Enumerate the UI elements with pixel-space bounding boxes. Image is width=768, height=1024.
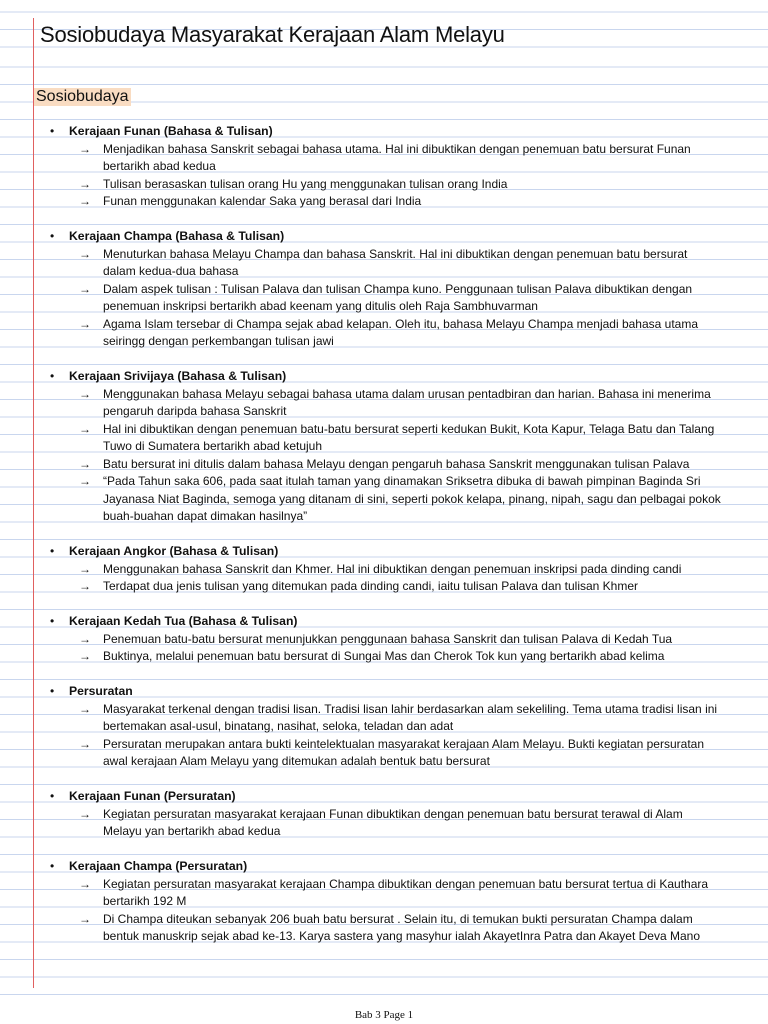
list-item — [0, 281, 768, 316]
list-item — [0, 316, 768, 351]
list-item-text: Funan menggunakan kalendar Saka yang berasal dari India — [103, 194, 422, 208]
list-item — [0, 806, 768, 841]
list-item-text: Penemuan batu-batu bersurat menunjukkan penggunaan bahasa Sanskrit dan tulisan Palava di Kedah Tua — [103, 631, 673, 646]
note-section — [0, 788, 768, 841]
arrow-right-icon: → — [79, 176, 91, 191]
bullet-icon: • — [50, 684, 55, 698]
list-item-text: Kegiatan persuratan masyarakat kerajaan Champa dibuktikan dengan penemuan batu bersurat tertua di Kauthara bertarikh 192 M — [103, 876, 709, 908]
list-item-text: Kegiatan persuratan masyarakat kerajaan Funan dibuktikan dengan penemuan batu bersurat terawal di Alam Melayu yan bertarikh abad kedua — [103, 806, 683, 838]
section-title-text: Persuratan — [69, 684, 133, 698]
bullet-icon: • — [50, 369, 55, 383]
arrow-right-icon: → — [79, 561, 91, 576]
note-section — [0, 858, 768, 946]
arrow-right-icon: → — [79, 421, 91, 436]
list-item — [0, 736, 768, 771]
list-item-text: “Pada Tahun saka 606, pada saat itulah taman yang dinamakan Sriksetra dibuka di bawah pimpinan Baginda Sri Jayanasa Niat Baginda, semoga yang ditanam di sini, seperti pokok kelapa, pinang, nipah, sagu dan pelbagai pokok buah-buahan dapat dimakan hasilnya” — [103, 474, 721, 523]
section-title — [0, 613, 768, 631]
list-item-text: Dalam aspek tulisan : Tulisan Palava dan tulisan Champa kuno. Penggunaan tulisan Palava dibuktikan dengan penemuan inskripsi bertarikh abad keenam yang ditulis oleh Raja Sambhuvarman — [103, 281, 693, 313]
list-item — [0, 456, 768, 474]
list-item-text: Buktinya, melalui penemuan batu bersurat di Sungai Mas dan Cherok Tok kun yang bertarikh abad kelima — [103, 649, 665, 663]
list-item — [0, 631, 768, 649]
bullet-icon: • — [50, 789, 55, 803]
list-item — [0, 701, 768, 736]
bullet-icon: • — [50, 614, 55, 628]
list-item-text: Di Champa diteukan sebanyak 206 buah batu bersurat . Selain itu, di temukan bukti persuratan Champa dalam bentuk manuskrip sejak abad ke-13. Karya sastera yang masyhur ialah AkayetInra Patra dan Akayet Deva Mano — [103, 911, 700, 943]
arrow-right-icon: → — [79, 141, 91, 156]
section-title — [0, 858, 768, 876]
list-item-text: Persuratan merupakan antara bukti keintelektualan masyarakat kerajaan Alam Melayu. Bukti kegiatan persuratan awal kerajaan Alam Melayu yang ditemukan adalah bentuk batu bersurat — [103, 736, 705, 768]
section-title — [0, 228, 768, 246]
arrow-right-icon: → — [79, 386, 91, 401]
section-title-text: Kerajaan Champa (Bahasa & Tulisan) — [69, 229, 285, 243]
note-section — [0, 543, 768, 596]
arrow-right-icon: → — [79, 631, 91, 646]
arrow-right-icon: → — [79, 649, 91, 663]
list-item — [0, 386, 768, 421]
arrow-right-icon: → — [79, 474, 91, 488]
arrow-right-icon: → — [79, 246, 91, 261]
note-section — [0, 123, 768, 211]
arrow-right-icon: → — [79, 701, 91, 716]
list-item — [0, 176, 768, 194]
arrow-right-icon: → — [79, 281, 91, 296]
section-title-text: Kerajaan Kedah Tua (Bahasa & Tulisan) — [69, 614, 298, 628]
bullet-icon: • — [50, 544, 55, 558]
arrow-right-icon: → — [79, 194, 91, 208]
list-item-text: Batu bersurat ini ditulis dalam bahasa Melayu dengan pengaruh bahasa Sanskrit menggunakan tulisan Palava — [103, 456, 690, 471]
page-footer: Bab 3 Page 1 — [354, 1009, 414, 1021]
list-item — [0, 578, 768, 596]
list-item-text: Hal ini dibuktikan dengan penemuan batu-batu bersurat seperti kedukan Bukit, Kota Kapur, Telaga Batu dan Talang Tuwo di Sumatera bertarikh abad ketujuh — [103, 421, 715, 453]
section-title-text: Kerajaan Champa (Persuratan) — [69, 859, 248, 873]
list-item-text: Menggunakan bahasa Sanskrit dan Khmer. Hal ini dibuktikan dengan penemuan inskripsi pada dinding candi — [103, 561, 682, 576]
page-title: Sosiobudaya Masyarakat Kerajaan Alam Melayu — [40, 22, 505, 47]
list-item-text: Menuturkan bahasa Melayu Champa dan bahasa Sanskrit. Hal ini dibuktikan dengan penemuan batu bersurat dalam kedua-dua bahasa — [103, 246, 688, 278]
list-item — [0, 246, 768, 281]
arrow-right-icon: → — [79, 316, 91, 331]
list-item-text: Masyarakat terkenal dengan tradisi lisan. Tradisi lisan lahir berdasarkan alam sekeliling. Tema utama tradisi lisan ini bertemakan asal-usul, binatang, nasihat, seloka, teladan dan adat — [103, 701, 718, 733]
section-title — [0, 123, 768, 141]
arrow-right-icon: → — [79, 911, 91, 926]
list-item-text: Agama Islam tersebar di Champa sejak abad kelapan. Oleh itu, bahasa Melayu Champa menjadi bahasa utama seiringg dengan perkembangan tulisan jawi — [103, 316, 699, 348]
list-item — [0, 561, 768, 579]
notes-content — [0, 123, 768, 963]
list-item — [0, 876, 768, 911]
list-item-text: Tulisan berasaskan tulisan orang Hu yang menggunakan tulisan orang India — [103, 176, 508, 191]
list-item-text: Terdapat dua jenis tulisan yang ditemukan pada dinding candi, iaitu tulisan Palava dan tulisan Khmer — [103, 579, 639, 593]
arrow-right-icon: → — [79, 736, 91, 751]
section-title — [0, 368, 768, 386]
section-title-text: Kerajaan Funan (Bahasa & Tulisan) — [69, 124, 273, 138]
list-item — [0, 911, 768, 946]
list-item — [0, 473, 768, 526]
arrow-right-icon: → — [79, 806, 91, 821]
arrow-right-icon: → — [79, 876, 91, 891]
section-title-text: Kerajaan Angkor (Bahasa & Tulisan) — [69, 544, 279, 558]
note-section — [0, 683, 768, 771]
section-title-text: Kerajaan Funan (Persuratan) — [69, 789, 236, 803]
list-item — [0, 648, 768, 666]
section-title — [0, 543, 768, 561]
section-title — [0, 788, 768, 806]
bullet-icon: • — [50, 229, 55, 243]
section-title-text: Kerajaan Srivijaya (Bahasa & Tulisan) — [69, 369, 287, 383]
list-item — [0, 141, 768, 176]
note-section — [0, 613, 768, 666]
list-item — [0, 193, 768, 211]
bullet-icon: • — [50, 859, 55, 873]
list-item-text: Menjadikan bahasa Sanskrit sebagai bahasa utama. Hal ini dibuktikan dengan penemuan batu bersurat Funan bertarikh abad kedua — [103, 141, 691, 173]
arrow-right-icon: → — [79, 579, 91, 593]
section-title — [0, 683, 768, 701]
note-section — [0, 228, 768, 351]
section-heading: Sosiobudaya — [36, 88, 129, 105]
list-item-text: Menggunakan bahasa Melayu sebagai bahasa utama dalam urusan pentadbiran dan harian. Bahasa ini menerima pengaruh daripda bahasa Sanskrit — [103, 386, 711, 418]
note-section — [0, 368, 768, 526]
arrow-right-icon: → — [79, 456, 91, 471]
bullet-icon: • — [50, 124, 55, 138]
list-item — [0, 421, 768, 456]
